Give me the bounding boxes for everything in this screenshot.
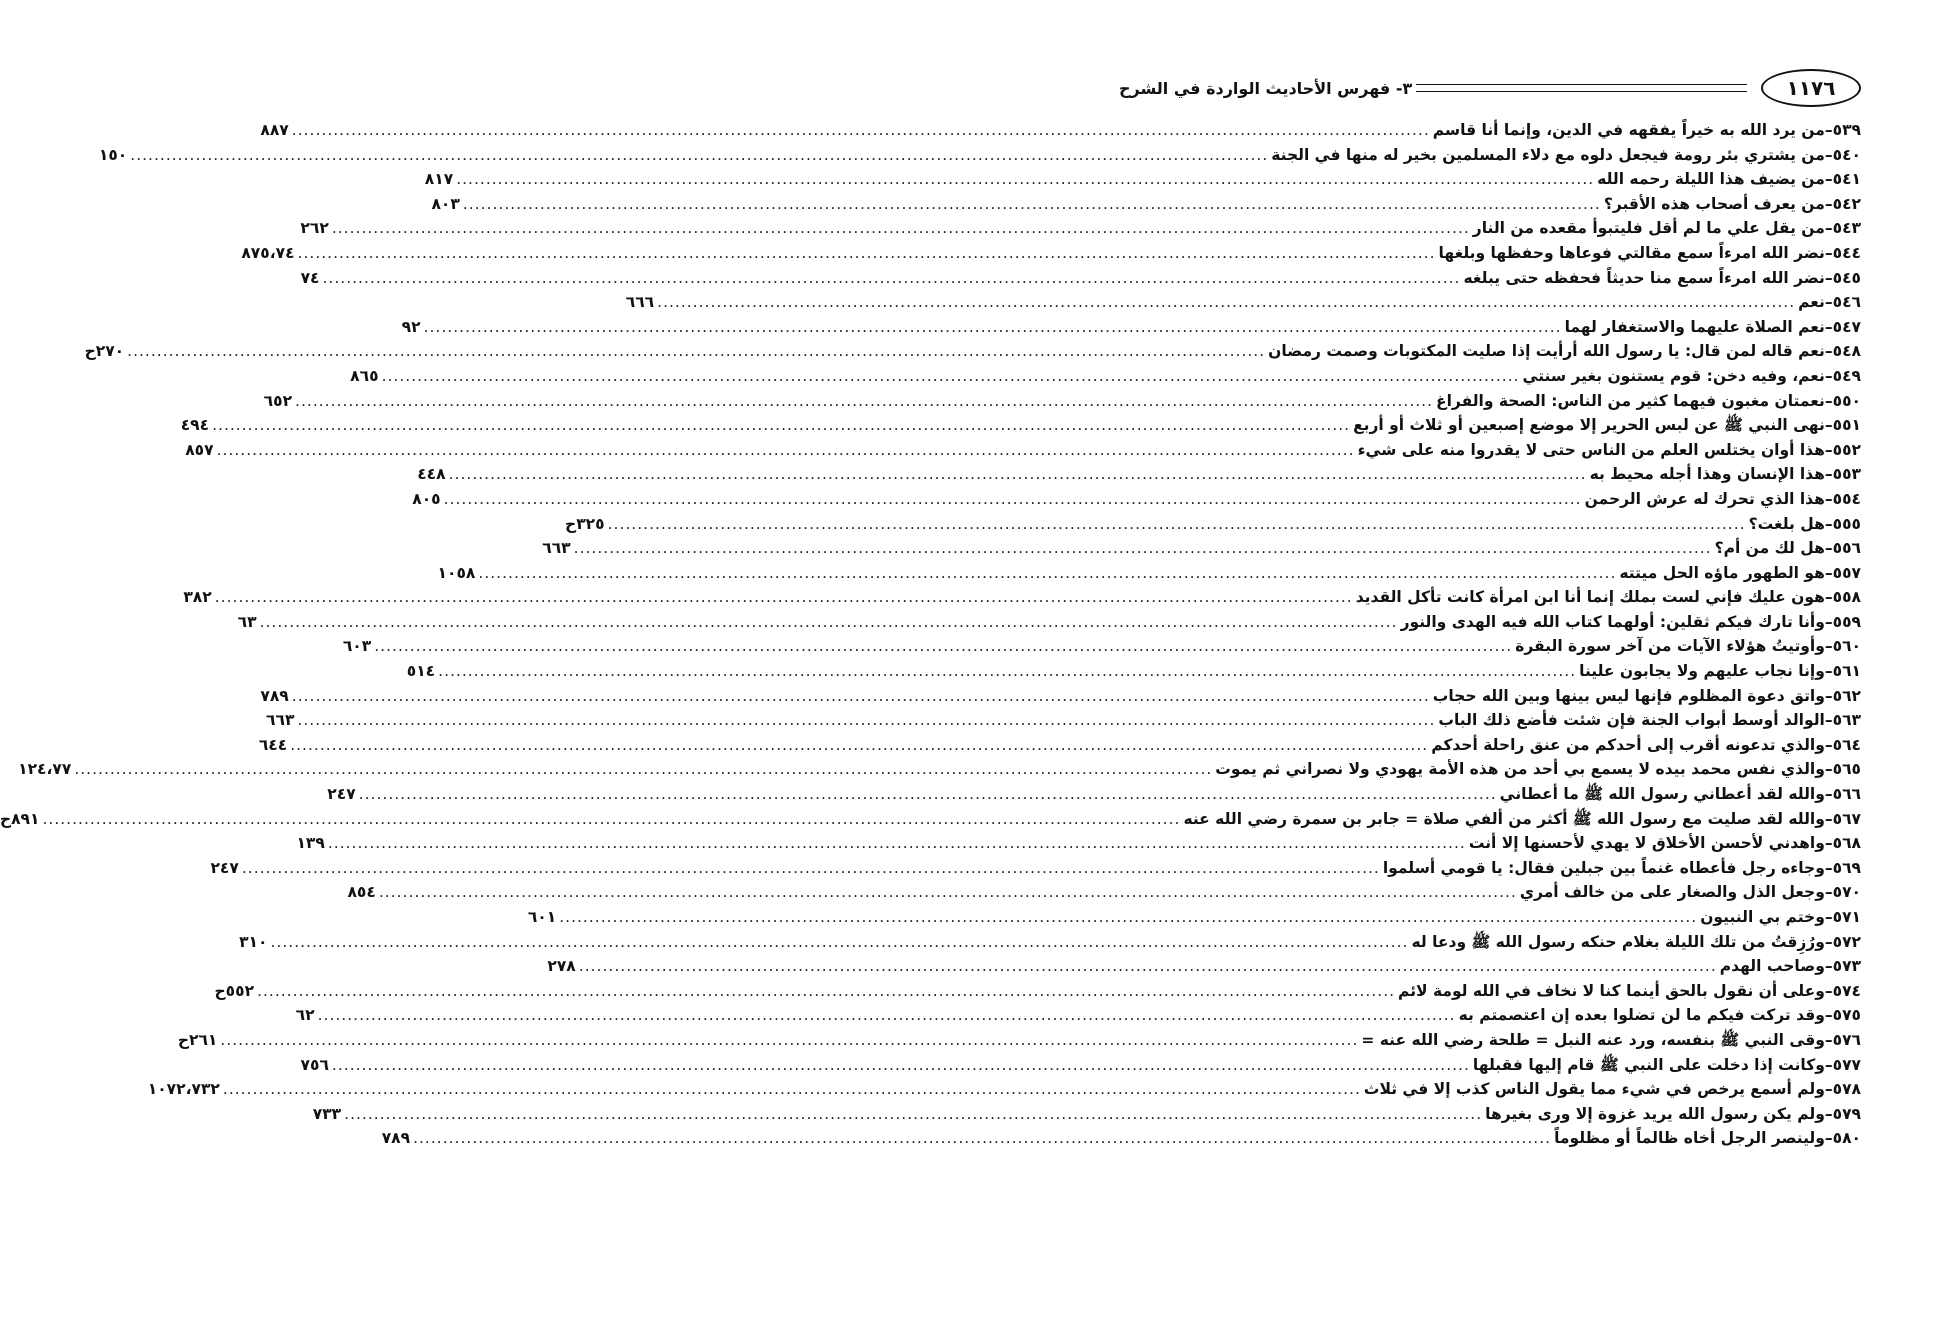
entry-dash: – — [1824, 858, 1833, 877]
entry-dash: – — [1824, 465, 1833, 484]
entry-text: نضر الله امرءاً سمع منا حديثاً فحفظه حتى يبلغه — [1463, 268, 1825, 287]
entry-page-ref: ٦٣ — [237, 612, 257, 631]
entry-dash: – — [1824, 440, 1833, 459]
entry-text: والذي نفس محمد بيده لا يسمع بي أحد من هذه الأمة يهودي ولا نصراني ثم يموت — [1215, 760, 1825, 779]
entry-text: والله لقد صليت مع رسول الله ﷺ أكثر من ألفي صلاة = جابر بن سمرة رضي الله عنه — [1183, 809, 1825, 828]
entry-text: والذي تدعونه أقرب إلى أحدكم من عنق راحلة أحدكم — [1431, 735, 1825, 754]
entry-dash: – — [1824, 785, 1833, 804]
dot-leader — [298, 241, 1436, 266]
entry-dash: – — [1824, 1104, 1833, 1123]
entry-page-ref: ٧٤ — [300, 268, 320, 287]
dot-leader — [74, 757, 1212, 782]
entry-text: نعم، وفيه دخن: قوم يستنون بغير سنتي — [1522, 366, 1825, 385]
entry-number: ٥٣٩ — [1832, 121, 1861, 139]
entry-text: وصاحب الهدم — [1719, 957, 1825, 976]
dot-leader — [223, 1077, 1361, 1102]
entry-number: ٥٦٣ — [1832, 711, 1861, 730]
dot-leader — [322, 266, 1460, 291]
entry-page-ref: ٧٣٣ — [312, 1104, 342, 1123]
entry-page-ref: ٩٢ — [401, 317, 421, 336]
entry-number: ٥٦٨ — [1832, 834, 1861, 853]
entry-page-ref: ٨٠٣ — [431, 194, 460, 213]
entry-number: ٥٦٤ — [1832, 735, 1861, 754]
entry-dash: – — [1824, 121, 1833, 139]
entry-page-ref: ٨٧٥،٧٤ — [241, 243, 295, 262]
page-header — [1119, 62, 1861, 114]
index-entry — [98, 143, 1861, 168]
index-entry — [350, 364, 1861, 389]
entry-text: وكانت إذا دخلت على النبي ﷺ قام إليها فقبلها — [1472, 1055, 1825, 1074]
entry-page-ref: ٧٥٦ — [300, 1055, 329, 1074]
entry-number: ٥٦١ — [1832, 662, 1861, 681]
entry-dash: – — [1824, 711, 1833, 730]
entry-number: ٥٤٨ — [1832, 342, 1861, 361]
entry-page-ref: ٤٤٨ — [417, 465, 446, 484]
entry-page-ref: ٥١٤ — [406, 662, 436, 681]
index-entry — [183, 585, 1861, 610]
entry-text: وختم بي النبيون — [1700, 908, 1825, 926]
entry-page-ref: ٥٥٢ح — [214, 981, 255, 1000]
index-entry — [0, 807, 1861, 832]
dot-leader — [657, 290, 1795, 315]
entry-text: واهدني لأحسن الأخلاق لا يهدي لأحسنها إلا أنت — [1468, 834, 1825, 853]
dot-leader — [424, 315, 1562, 340]
entry-number: ٥٧١ — [1832, 908, 1861, 926]
index-entry — [342, 634, 1861, 659]
index-entry — [185, 438, 1861, 463]
entry-number: ٥٧٢ — [1832, 932, 1861, 951]
entry-dash: – — [1824, 145, 1833, 164]
entry-page-ref: ٦٠٣ — [342, 637, 372, 656]
index-entry — [406, 659, 1861, 684]
entry-number: ٥٦٦ — [1832, 785, 1861, 804]
entry-text: وجعل الذل والصغار على من خالف أمري — [1519, 883, 1825, 902]
index-entry — [417, 462, 1861, 487]
entry-text: وإنا نجاب عليهم ولا يجابون علينا — [1579, 662, 1825, 681]
entry-page-ref: ٢٧٠ح — [84, 342, 125, 361]
entry-dash: – — [1824, 539, 1833, 558]
entry-number: ٥٥٥ — [1832, 514, 1861, 533]
index-entry — [412, 487, 1861, 512]
entry-dash: – — [1824, 637, 1833, 656]
entry-text: نعمتان مغبون فيهما كثير من الناس: الصحة والفراغ — [1436, 391, 1825, 410]
index-entry — [237, 610, 1861, 635]
dot-leader — [559, 905, 1697, 930]
entry-page-ref: ٧٨٩ — [260, 686, 289, 705]
entry-text: الوالد أوسط أبواب الجنة فإن شئت فأضع ذلك الباب — [1438, 711, 1825, 730]
index-entry — [527, 905, 1861, 930]
hadith-index-list — [0, 118, 1861, 1151]
entry-number: ٥٦٢ — [1832, 686, 1861, 705]
entry-number: ٥٥٩ — [1832, 612, 1861, 631]
entry-text: هل بلغت؟ — [1748, 514, 1825, 533]
dot-leader — [413, 1126, 1551, 1151]
entry-text: وقد تركت فيكم ما لن تضلوا بعده إن اعتصمتم به — [1458, 1006, 1825, 1025]
entry-text: وأوتيتُ هؤلاء الآيات من آخر سورة البقرة — [1515, 637, 1825, 656]
entry-text: وجاءه رجل فأعطاه غنماً بين جبلين فقال: يا قومي أسلموا — [1382, 858, 1825, 877]
index-entry — [180, 413, 1861, 438]
page-number: ١١٧٦ — [1761, 69, 1861, 107]
dot-leader — [217, 438, 1355, 463]
entry-dash: – — [1824, 317, 1833, 336]
index-entry — [300, 1053, 1861, 1078]
index-entry — [260, 684, 1861, 709]
entry-text: من يرد الله به خيراً يفقهه في الدين، وإنما أنا قاسم — [1432, 121, 1825, 139]
dot-leader — [359, 782, 1497, 807]
entry-page-ref: ٤٩٤ — [180, 416, 210, 435]
entry-dash: – — [1824, 366, 1833, 385]
index-entry — [210, 856, 1861, 881]
index-entry — [266, 708, 1861, 733]
index-entry — [177, 1028, 1861, 1053]
dot-leader — [270, 930, 1408, 955]
entry-number: ٥٧٠ — [1832, 883, 1861, 902]
index-entry — [401, 315, 1861, 340]
entry-number: ٥٥٦ — [1832, 539, 1861, 558]
dot-leader — [297, 708, 1435, 733]
dot-leader — [379, 880, 1517, 905]
index-entry — [296, 831, 1861, 856]
entry-page-ref: ٨٥٧ — [185, 440, 214, 459]
entry-dash: – — [1824, 834, 1833, 853]
header-rule — [1416, 84, 1747, 92]
entry-text: هون عليك فإني لست بملك إنما أنا ابن امرأة كانت تأكل القديد — [1355, 588, 1825, 607]
index-entry — [347, 880, 1861, 905]
entry-number: ٥٧٥ — [1832, 1006, 1861, 1025]
entry-number: ٥٧٧ — [1832, 1055, 1861, 1074]
entry-dash: – — [1824, 219, 1833, 238]
entry-dash: – — [1824, 908, 1833, 926]
entry-page-ref: ١٥٠ — [98, 145, 128, 164]
index-entry — [542, 536, 1861, 561]
dot-leader — [344, 1102, 1482, 1127]
entry-text: نهى النبي ﷺ عن لبس الحرير إلا موضع إصبعين أو ثلاث أو أربع — [1353, 416, 1825, 435]
dot-leader — [608, 512, 1746, 537]
index-entry — [300, 216, 1861, 241]
dot-leader — [260, 610, 1398, 635]
dot-leader — [328, 831, 1466, 856]
index-entry — [312, 1102, 1861, 1127]
entry-page-ref: ٦٦٣ — [542, 539, 571, 558]
entry-dash: – — [1824, 1080, 1833, 1099]
index-entry — [84, 339, 1861, 364]
entry-number: ٥٧٤ — [1832, 981, 1861, 1000]
entry-dash: – — [1824, 1006, 1833, 1025]
dot-leader — [444, 487, 1582, 512]
entry-text: واتق دعوة المظلوم فإنها ليس بينها وبين الله حجاب — [1432, 686, 1825, 705]
entry-page-ref: ٨٨٧ — [260, 121, 289, 139]
entry-page-ref: ١٣٩ — [296, 834, 325, 853]
dot-leader — [212, 413, 1350, 438]
entry-number: ٥٥٨ — [1832, 588, 1861, 607]
entry-page-ref: ٦٦٣ — [266, 711, 295, 730]
entry-number: ٥٤٧ — [1832, 317, 1861, 336]
index-entry — [565, 512, 1861, 537]
dot-leader — [449, 462, 1587, 487]
index-entry — [214, 979, 1861, 1004]
dot-leader — [215, 585, 1353, 610]
entry-page-ref: ٨١٧ — [424, 170, 454, 189]
entry-number: ٥٤٦ — [1832, 293, 1861, 312]
entry-text: وأنا تارك فيكم ثقلين: أولهما كتاب الله فيه الهدى والنور — [1400, 612, 1825, 631]
entry-page-ref: ٦٢ — [295, 1006, 315, 1025]
dot-leader — [382, 364, 1520, 389]
dot-leader — [438, 659, 1576, 684]
entry-text: وقى النبي ﷺ بنفسه، ورد عنه النبل = طلحة رضي الله عنه = — [1361, 1030, 1825, 1049]
dot-leader — [292, 684, 1430, 709]
entry-page-ref: ٨٩١ح — [0, 809, 40, 828]
dot-leader — [290, 733, 1428, 758]
entry-page-ref: ٨٥٤ — [347, 883, 376, 902]
dot-leader — [574, 536, 1712, 561]
entry-dash: – — [1824, 391, 1833, 410]
index-entry — [258, 733, 1861, 758]
entry-text: نعم — [1798, 293, 1825, 312]
index-entry — [381, 1126, 1861, 1151]
dot-leader — [456, 167, 1594, 192]
entry-dash: – — [1824, 489, 1833, 508]
index-entry — [239, 930, 1861, 955]
index-entry — [147, 1077, 1861, 1102]
entry-number: ٥٧٩ — [1832, 1104, 1861, 1123]
entry-text: نعم الصلاة عليهما والاستغفار لهما — [1564, 317, 1825, 336]
entry-text: من يعرف أصحاب هذه الأقبر؟ — [1603, 194, 1825, 213]
entry-number: ٥٧٦ — [1832, 1030, 1861, 1049]
entry-text: ولينصر الرجل أخاه ظالماً أو مظلوماً — [1554, 1129, 1825, 1148]
index-page — [0, 62, 1861, 1151]
entry-dash: – — [1824, 981, 1833, 1000]
entry-number: ٥٥٧ — [1832, 563, 1861, 582]
entry-page-ref: ٣١٠ — [239, 932, 268, 951]
dot-leader — [478, 561, 1616, 586]
entry-text: ورُزِقتُ من تلك الليلة بغلام حنكه رسول الله ﷺ ودعا له — [1411, 932, 1825, 951]
entry-dash: – — [1824, 686, 1833, 705]
entry-number: ٥٥٠ — [1832, 391, 1861, 410]
dot-leader — [374, 634, 1512, 659]
entry-dash: – — [1824, 563, 1833, 582]
entry-dash: – — [1824, 932, 1833, 951]
entry-number: ٥٧٣ — [1832, 957, 1861, 976]
index-entry — [424, 167, 1861, 192]
dot-leader — [463, 192, 1601, 217]
entry-page-ref: ٦٦٦ — [625, 293, 655, 312]
entry-page-ref: ٨٠٥ — [412, 489, 441, 508]
entry-number: ٥٤١ — [1832, 170, 1861, 189]
entry-text: هذا الإنسان وهذا أجله محيط به — [1589, 465, 1825, 484]
dot-leader — [318, 1003, 1456, 1028]
dot-leader — [42, 807, 1180, 832]
entry-page-ref: ٧٨٩ — [381, 1129, 411, 1148]
index-entry — [431, 192, 1861, 217]
entry-page-ref: ٢٦٢ — [300, 219, 329, 238]
entry-page-ref: ٨٦٥ — [350, 366, 379, 385]
index-entry — [300, 266, 1861, 291]
dot-leader — [579, 954, 1717, 979]
index-entry — [437, 561, 1861, 586]
entry-number: ٥٦٠ — [1832, 637, 1861, 656]
entry-dash: – — [1824, 514, 1833, 533]
dot-leader — [257, 979, 1395, 1004]
entry-dash: – — [1824, 243, 1833, 262]
entry-page-ref: ١٠٧٢،٧٣٢ — [147, 1080, 220, 1099]
dot-leader — [220, 1028, 1358, 1053]
index-entry — [241, 241, 1861, 266]
entry-number: ٥٥١ — [1832, 416, 1861, 435]
entry-dash: – — [1824, 342, 1833, 361]
entry-number: ٥٤٩ — [1832, 366, 1861, 385]
entry-text: ولم أسمع يرخص في شيء مما يقول الناس كذب إلا في ثلاث — [1363, 1080, 1825, 1099]
entry-text: هل لك من أم؟ — [1714, 539, 1825, 558]
dot-leader — [130, 143, 1268, 168]
entry-dash: – — [1824, 1030, 1833, 1049]
entry-number: ٥٥٢ — [1832, 440, 1861, 459]
entry-page-ref: ١٢٤،٧٧ — [18, 760, 72, 779]
entry-text: من يقل علي ما لم أقل فليتبوأ مقعده من النار — [1472, 219, 1825, 238]
entry-number: ٥٥٣ — [1832, 465, 1861, 484]
entry-number: ٥٤٢ — [1832, 194, 1861, 213]
dot-leader — [332, 1053, 1470, 1078]
entry-dash: – — [1824, 883, 1833, 902]
entry-dash: – — [1824, 194, 1833, 213]
index-entry — [625, 290, 1861, 315]
entry-page-ref: ٦٠١ — [527, 908, 557, 926]
entry-text: ولم يكن رسول الله يريد غزوة إلا ورى بغيرها — [1485, 1104, 1825, 1123]
entry-number: ٥٦٩ — [1832, 858, 1861, 877]
entry-page-ref: ٣٢٥ح — [565, 514, 605, 533]
entry-dash: – — [1824, 268, 1833, 287]
entry-dash: – — [1824, 735, 1833, 754]
entry-dash: – — [1824, 957, 1833, 976]
entry-text: نعم قاله لمن قال: يا رسول الله أرأيت إذا صليت المكتوبات وصمت رمضان — [1268, 342, 1825, 361]
entry-number: ٥٤٣ — [1832, 219, 1861, 238]
index-entry — [295, 1003, 1861, 1028]
entry-dash: – — [1824, 612, 1833, 631]
entry-text: من يشتري بئر رومة فيجعل دلوه مع دلاء المسلمين بخير له منها في الجنة — [1271, 145, 1825, 164]
entry-page-ref: ٦٤٤ — [258, 735, 288, 754]
entry-number: ٥٨٠ — [1832, 1129, 1861, 1148]
entry-number: ٥٤٠ — [1832, 145, 1861, 164]
entry-dash: – — [1824, 1055, 1833, 1074]
entry-dash: – — [1824, 662, 1833, 681]
entry-text: هو الطهور ماؤه الحل ميتته — [1619, 563, 1825, 582]
entry-dash: – — [1824, 588, 1833, 607]
entry-number: ٥٥٤ — [1832, 489, 1861, 508]
entry-text: هذا الذي تحرك له عرش الرحمن — [1584, 489, 1825, 508]
entry-page-ref: ٣٨٢ — [183, 588, 212, 607]
entry-dash: – — [1824, 760, 1833, 779]
entry-text: نضر الله امرءاً سمع مقالتي فوعاها وحفظها وبلغها — [1438, 243, 1825, 262]
entry-dash: – — [1824, 416, 1833, 435]
index-entry — [263, 389, 1861, 414]
entry-number: ٥٤٤ — [1832, 243, 1861, 262]
entry-text: وعلى أن نقول بالحق أينما كنا لا نخاف في الله لومة لائم — [1398, 981, 1825, 1000]
entry-number: ٥٧٨ — [1832, 1080, 1861, 1099]
entry-dash: – — [1824, 170, 1833, 189]
entry-number: ٥٦٧ — [1832, 809, 1861, 828]
entry-page-ref: ١٠٥٨ — [437, 563, 476, 582]
dot-leader — [332, 216, 1470, 241]
entry-page-ref: ٢٦١ح — [177, 1030, 218, 1049]
entry-dash: – — [1824, 293, 1833, 312]
entry-page-ref: ٢٤٧ — [210, 858, 239, 877]
dot-leader — [242, 856, 1380, 881]
entry-dash: – — [1824, 1129, 1833, 1148]
index-entry — [547, 954, 1861, 979]
running-title: ٣- فهرس الأحاديث الواردة في الشرح — [1119, 78, 1413, 98]
entry-text: هذا أوان يختلس العلم من الناس حتى لا يقدروا منه على شيء — [1357, 440, 1825, 459]
index-entry — [327, 782, 1861, 807]
entry-page-ref: ٢٤٧ — [327, 785, 356, 804]
index-entry — [18, 757, 1861, 782]
entry-dash: – — [1824, 809, 1833, 828]
entry-text: من يضيف هذا الليلة رحمه الله — [1597, 170, 1825, 189]
entry-page-ref: ٦٥٢ — [263, 391, 293, 410]
index-entry — [260, 118, 1861, 143]
entry-text: والله لقد أعطاني رسول الله ﷺ ما أعطاني — [1499, 785, 1825, 804]
dot-leader — [292, 118, 1430, 143]
dot-leader — [295, 389, 1433, 414]
entry-number: ٥٦٥ — [1832, 760, 1861, 779]
dot-leader — [127, 339, 1265, 364]
entry-number: ٥٤٥ — [1832, 268, 1861, 287]
entry-page-ref: ٢٧٨ — [547, 957, 576, 976]
